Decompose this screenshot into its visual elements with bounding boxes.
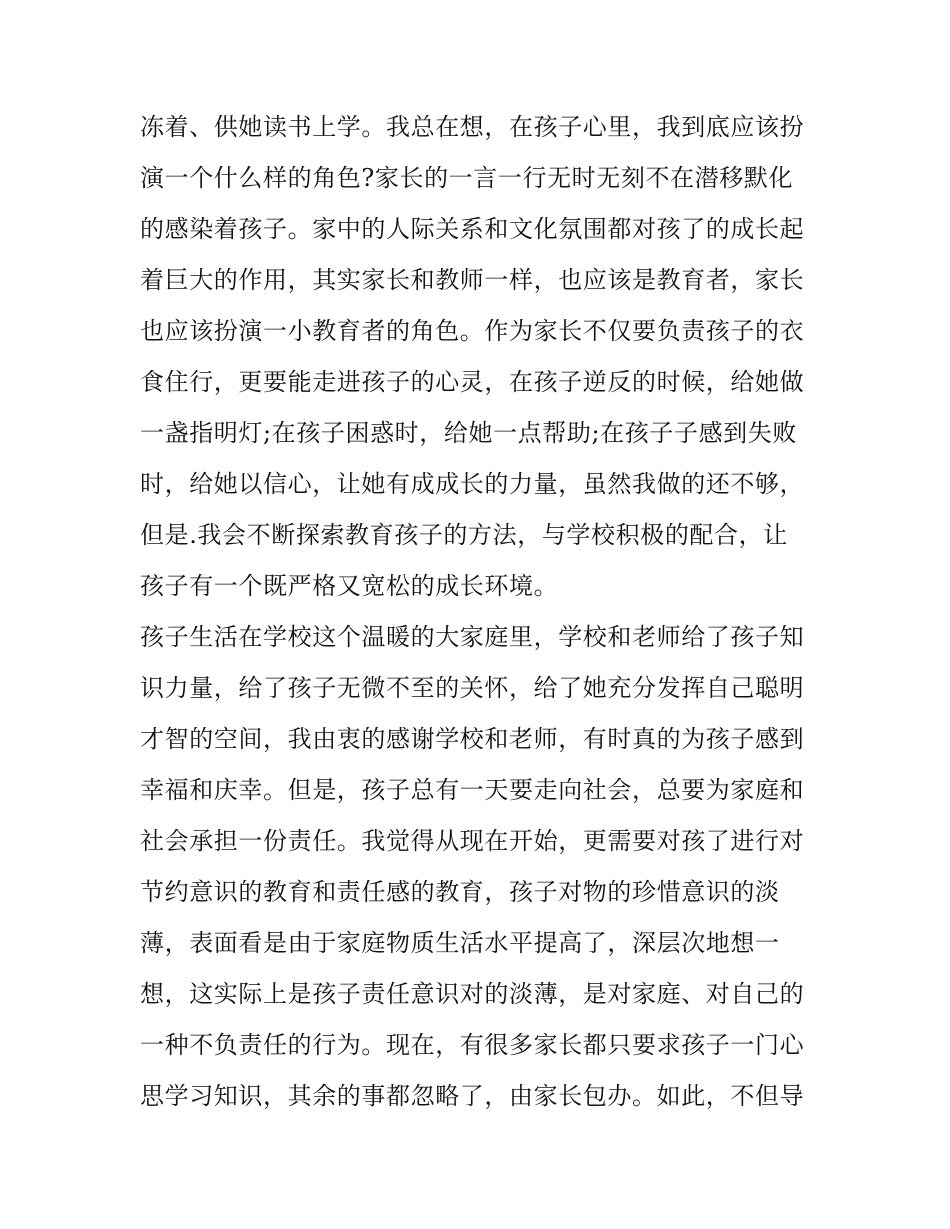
text-line: 社会承担一份责任。我觉得从现在开始，更需要对孩了进行对 <box>140 827 805 855</box>
text-line: 食住行，更要能走进孩子的心灵，在孩子逆反的时候，给她做 <box>140 368 805 396</box>
text-line: 孩子生活在学校这个温暖的大家庭里，学校和老师给了孩子知 <box>140 623 805 651</box>
text-line: 孩子有一个既严格又宽松的成长环境。 <box>140 572 559 600</box>
text-line: 但是.我会不断探索教育孩子的方法，与学校积极的配合，让 <box>140 521 788 549</box>
text-line: 幸福和庆幸。但是，孩子总有一天要走向社会，总要为家庭和 <box>140 776 805 804</box>
text-line: 着巨大的作用，其实家长和教师一样，也应该是教育者，家长 <box>140 266 805 294</box>
text-line: 想，这实际上是孩子责任意识对的淡薄，是对家庭、对自己的 <box>140 980 805 1008</box>
text-line: 冻着、供她读书上学。我总在想，在孩子心里，我到底应该扮 <box>140 113 805 141</box>
text-line: 识力量，给了孩子无微不至的关怀，给了她充分发挥自己聪明 <box>140 674 805 702</box>
text-line: 的感染着孩子。家中的人际关系和文化氛围都对孩了的成长起 <box>140 215 805 243</box>
text-line: 也应该扮演一小教育者的角色。作为家长不仅要负责孩子的衣 <box>140 317 805 345</box>
text-line: 一盏指明灯;在孩子困惑时，给她一点帮助;在孩子子感到失败 <box>140 419 797 447</box>
text-line: 节约意识的教育和责任感的教育，孩子对物的珍惜意识的淡 <box>140 878 780 906</box>
text-line: 才智的空间，我由衷的感谢学校和老师，有时真的为孩子感到 <box>140 725 805 753</box>
body-text <box>140 102 820 1122</box>
text-line: 演一个什么样的角色?家长的一言一行无时无刻不在潜移默化 <box>140 164 794 192</box>
text-line: 薄，表面看是由于家庭物质生活水平提高了，深层次地想一 <box>140 929 780 957</box>
text-line: 时，给她以信心，让她有成成长的力量，虽然我做的还不够， <box>140 470 805 498</box>
text-line: 思学习知识，其余的事都忽略了，由家长包办。如此，不但导 <box>140 1082 805 1110</box>
text-line: 一种不负责任的行为。现在，有很多家长都只要求孩子一门心 <box>140 1031 805 1059</box>
